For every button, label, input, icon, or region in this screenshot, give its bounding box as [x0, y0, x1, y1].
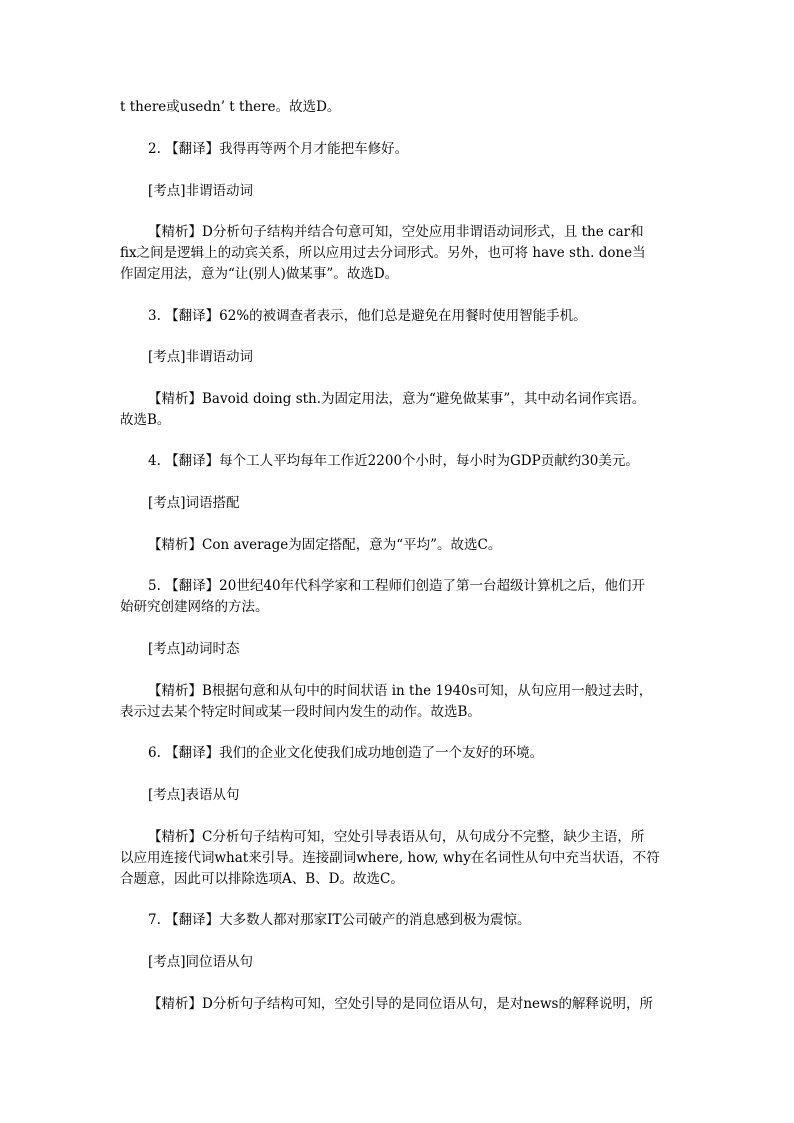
- item-6-analysis: 【精析】C分析句子结构可知，空处引导表语从句，从句成分不完整，缺少主语，所: [148, 829, 645, 845]
- text-line: fix之间是逻辑上的动宾关系，所以应用过去分词形式。另外，也可将 have sth. done当: [120, 245, 646, 261]
- text-line: t there或usedn’ t there。故选D。: [120, 99, 341, 115]
- item-4-translation: 4. 【翻译】每个工人平均每年工作近2200个小时，每小时为GDP贡献约30美元。: [148, 453, 639, 469]
- item-2-point: [考点]非谓语动词: [148, 183, 254, 199]
- text-line: 故选B。: [120, 412, 171, 428]
- item-7-point: [考点]同位语从句: [148, 954, 254, 970]
- text-line: 以应用连接代词what来引导。连接副词where, how, why在名词性从句中充当状语，不符: [120, 850, 660, 866]
- item-4-analysis: 【精析】Con average为固定搭配，意为“平均”。故选C。: [148, 537, 502, 553]
- item-5-translation: 5. 【翻译】20世纪40年代科学家和工程师们创造了第一台超级计算机之后，他们开: [148, 578, 646, 594]
- item-5-point: [考点]动词时态: [148, 641, 240, 657]
- item-6-translation: 6. 【翻译】我们的企业文化使我们成功地创造了一个友好的环境。: [148, 745, 544, 761]
- item-6-point: [考点]表语从句: [148, 787, 240, 803]
- item-2-analysis: 【精析】D分析句子结构并结合句意可知，空处应用非谓语动词形式，且 the car和: [148, 224, 644, 240]
- item-3-translation: 3. 【翻译】62%的被调查者表示，他们总是避免在用餐时使用智能手机。: [148, 308, 587, 324]
- text-line: 合题意，因此可以排除选项A、B、D。故选C。: [120, 871, 404, 887]
- text-line: 始研究创建网络的方法。: [120, 599, 269, 615]
- item-5-analysis: 【精析】B根据句意和从句中的时间状语 in the 1940s可知，从句应用一般过去时，: [148, 683, 653, 699]
- item-7-analysis: 【精析】D分析句子结构可知，空处引导的是同位语从句，是对news的解释说明，所: [148, 996, 653, 1012]
- item-2-translation: 2. 【翻译】我得再等两个月才能把车修好。: [148, 141, 409, 157]
- item-3-analysis: 【精析】Bavoid doing sth.为固定用法，意为“避免做某事”，其中动名词作宾语。: [148, 391, 646, 407]
- text-line: 作固定用法，意为“让(别人)做某事”。故选D。: [120, 266, 399, 282]
- item-7-translation: 7. 【翻译】大多数人都对那家IT公司破产的消息感到极为震惊。: [148, 912, 531, 928]
- text-line: 表示过去某个特定时间或某一段时间内发生的动作。故选B。: [120, 704, 481, 720]
- item-3-point: [考点]非谓语动词: [148, 349, 254, 365]
- item-4-point: [考点]词语搭配: [148, 495, 240, 511]
